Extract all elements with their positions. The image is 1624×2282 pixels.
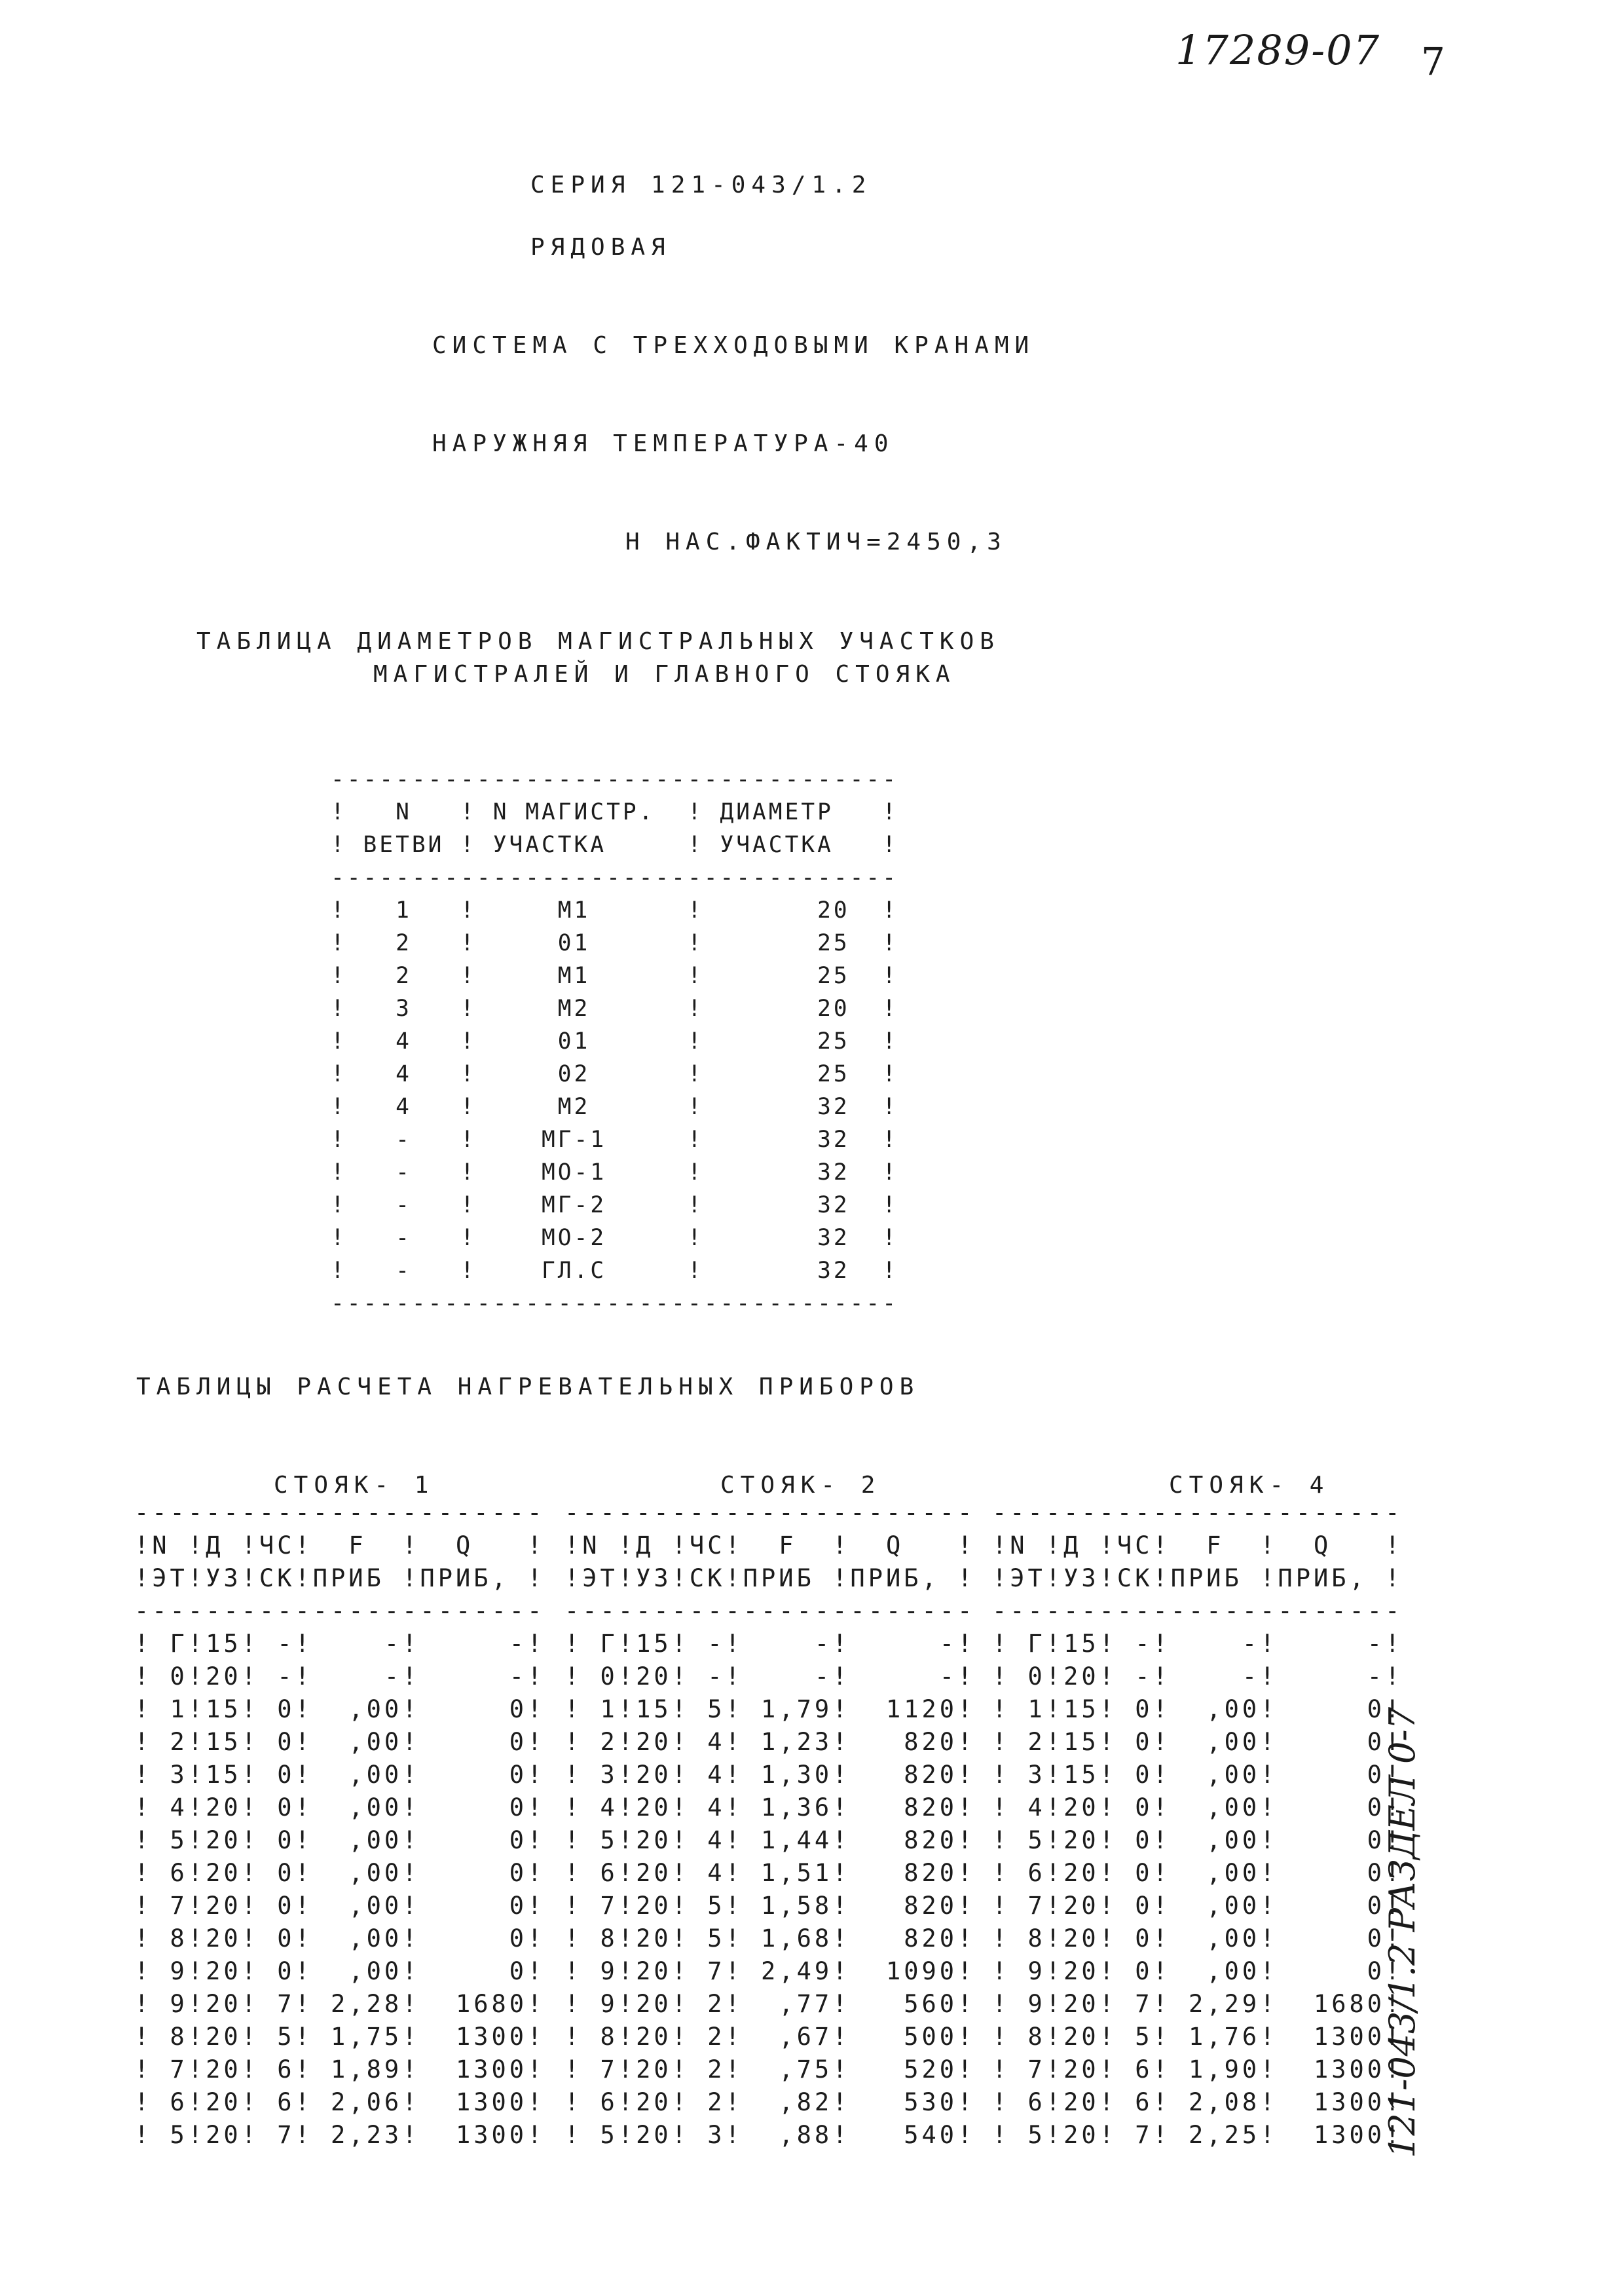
- table-row: ! 9!20! 2! ,77! 560!: [564, 1990, 976, 2018]
- table-header-row: !ЭТ!УЗ!СК!ПРИБ !ПРИБ, !: [564, 1564, 976, 1592]
- table-row: ! 2!20! 4! 1,23! 820!: [564, 1728, 976, 1756]
- table-row: ! 4!20! 0! ,00! 0!: [134, 1793, 545, 1822]
- table-row: ! 9!20! 7! 2,28! 1680!: [134, 1990, 545, 2018]
- table-row: ! 3!15! 0! ,00! 0!: [992, 1761, 1403, 1789]
- table-row: ! - ! МГ-1 ! 32 !: [331, 1127, 898, 1153]
- table-row: ! 5!20! 0! ,00! 0!: [992, 1826, 1403, 1854]
- table-row: ! 7!20! 6! 1,90! 1300!: [992, 2055, 1403, 2084]
- table-row: ! 1!15! 0! ,00! 0!: [992, 1695, 1403, 1723]
- table-row: ! 5!20! 0! ,00! 0!: [134, 1826, 545, 1854]
- table-header-row: !N !Д !ЧС! F ! Q !: [564, 1531, 976, 1560]
- riser-2-title: СТОЯК- 2: [720, 1472, 881, 1499]
- table-row: ! 1!15! 0! ,00! 0!: [134, 1695, 545, 1723]
- table-header-row: !N !Д !ЧС! F ! Q !: [992, 1531, 1403, 1560]
- table-row: ! 0!20! -! -! -!: [564, 1662, 976, 1691]
- table-row: ! 7!20! 0! ,00! 0!: [992, 1892, 1403, 1920]
- table-row: ! Г!15! -! -! -!: [134, 1630, 545, 1658]
- table-row: ! 7!20! 6! 1,89! 1300!: [134, 2055, 545, 2084]
- table-rule: -----------------------------------: [331, 766, 898, 793]
- table-row: ! 8!20! 5! 1,68! 820!: [564, 1924, 976, 1953]
- table-rule: -----------------------: [134, 1499, 545, 1527]
- table-row: ! 8!20! 0! ,00! 0!: [992, 1924, 1403, 1953]
- table-row: ! - ! МО-1 ! 32 !: [331, 1159, 898, 1186]
- table-row: ! 2 ! М1 ! 25 !: [331, 963, 898, 989]
- table-row: ! 6!20! 0! ,00! 0!: [992, 1859, 1403, 1887]
- table-row: ! 2!15! 0! ,00! 0!: [992, 1728, 1403, 1756]
- row-type-heading: РЯДОВАЯ: [530, 234, 671, 261]
- table-row: ! 8!20! 5! 1,76! 1300!: [992, 2023, 1403, 2051]
- table-rule: -----------------------------------: [331, 1290, 898, 1317]
- table-rule: -----------------------: [564, 1597, 976, 1625]
- table-row: ! 1 ! М1 ! 20 !: [331, 897, 898, 924]
- diameter-table-title: ТАБЛИЦА ДИАМЕТРОВ МАГИСТРАЛЬНЫХ УЧАСТКОВ: [196, 628, 1000, 655]
- table-row: ! 9!20! 0! ,00! 0!: [992, 1957, 1403, 1985]
- table-row: ! 5!20! 7! 2,23! 1300!: [134, 2121, 545, 2149]
- table-rule: -----------------------------------: [331, 865, 898, 891]
- table-header-row: !ЭТ!УЗ!СК!ПРИБ !ПРИБ, !: [134, 1564, 545, 1592]
- table-row: ! 3 ! М2 ! 20 !: [331, 996, 898, 1022]
- table-header-row: !ЭТ!УЗ!СК!ПРИБ !ПРИБ, !: [992, 1564, 1403, 1592]
- table-rule: -----------------------: [564, 1499, 976, 1527]
- table-row: ! 9!20! 7! 2,49! 1090!: [564, 1957, 976, 1985]
- table-row: ! 2 ! 01 ! 25 !: [331, 930, 898, 956]
- table-row: ! 5!20! 4! 1,44! 820!: [564, 1826, 976, 1854]
- table-row: ! 6!20! 0! ,00! 0!: [134, 1859, 545, 1887]
- system-heading: СИСТЕМА С ТРЕХХОДОВЫМИ КРАНАМИ: [432, 332, 1035, 359]
- table-row: ! 0!20! -! -! -!: [992, 1662, 1403, 1691]
- table-row: ! 6!20! 2! ,82! 530!: [564, 2088, 976, 2116]
- riser-4-table: [992, 1497, 1403, 2152]
- table-row: ! 8!20! 2! ,67! 500!: [564, 2023, 976, 2051]
- table-row: ! - ! МО-2 ! 32 !: [331, 1225, 898, 1251]
- table-row: ! 9!20! 7! 2,29! 1680!: [992, 1990, 1403, 2018]
- table-header-row: !N !Д !ЧС! F ! Q !: [134, 1531, 545, 1560]
- outdoor-temp-heading: НАРУЖНЯЯ ТЕМПЕРАТУРА-40: [432, 430, 895, 457]
- table-row: ! 4!20! 4! 1,36! 820!: [564, 1793, 976, 1822]
- table-row: ! 3!15! 0! ,00! 0!: [134, 1761, 545, 1789]
- table-row: ! 8!20! 5! 1,75! 1300!: [134, 2023, 545, 2051]
- table-rule: -----------------------: [134, 1597, 545, 1625]
- table-row: ! 1!15! 5! 1,79! 1120!: [564, 1695, 976, 1723]
- table-row: ! 4 ! 01 ! 25 !: [331, 1028, 898, 1055]
- table-row: ! Г!15! -! -! -!: [564, 1630, 976, 1658]
- table-header-row: ! ВЕТВИ ! УЧАСТКА ! УЧАСТКА !: [331, 832, 898, 858]
- riser-2-table: [564, 1497, 975, 2152]
- riser-4-title: СТОЯК- 4: [1169, 1472, 1330, 1499]
- table-row: ! 3!20! 4! 1,30! 820!: [564, 1761, 976, 1789]
- table-row: ! 6!20! 6! 2,06! 1300!: [134, 2088, 545, 2116]
- riser-1-title: СТОЯК- 1: [274, 1472, 435, 1499]
- riser-1-table: [134, 1497, 545, 2152]
- table-row: ! - ! ГЛ.С ! 32 !: [331, 1258, 898, 1284]
- table-row: ! 9!20! 0! ,00! 0!: [134, 1957, 545, 1985]
- table-row: ! 7!20! 0! ,00! 0!: [134, 1892, 545, 1920]
- table-row: ! 5!20! 3! ,88! 540!: [564, 2121, 976, 2149]
- table-header-row: ! N ! N МАГИСТР. ! ДИАМЕТР !: [331, 799, 898, 825]
- table-row: ! 7!20! 2! ,75! 520!: [564, 2055, 976, 2084]
- table-row: ! 8!20! 0! ,00! 0!: [134, 1924, 545, 1953]
- table-row: ! 4 ! 02 ! 25 !: [331, 1061, 898, 1087]
- table-row: ! 4 ! М2 ! 32 !: [331, 1094, 898, 1120]
- table-rule: -----------------------: [992, 1597, 1403, 1625]
- table-row: ! 4!20! 0! ,00! 0!: [992, 1793, 1403, 1822]
- table-row: ! Г!15! -! -! -!: [992, 1630, 1403, 1658]
- handwritten-page-number: 7: [1421, 39, 1445, 84]
- table-row: ! 6!20! 4! 1,51! 820!: [564, 1859, 976, 1887]
- table-row: ! 7!20! 5! 1,58! 820!: [564, 1892, 976, 1920]
- table-row: ! 0!20! -! -! -!: [134, 1662, 545, 1691]
- handwritten-document-number: 17289-07: [1175, 26, 1381, 74]
- table-row: ! 2!15! 0! ,00! 0!: [134, 1728, 545, 1756]
- table-row: ! 6!20! 6! 2,08! 1300!: [992, 2088, 1403, 2116]
- handwritten-section-stamp: 121-043/1.2 РАЗДЕЛ 0-7: [1382, 1706, 1423, 2158]
- series-heading: СЕРИЯ 121-043/1.2: [530, 172, 872, 198]
- table-rule: -----------------------: [992, 1499, 1403, 1527]
- heater-tables-title: ТАБЛИЦЫ РАСЧЕТА НАГРЕВАТЕЛЬНЫХ ПРИБОРОВ: [136, 1374, 920, 1400]
- table-row: ! 5!20! 7! 2,25! 1300!: [992, 2121, 1403, 2149]
- pressure-heading: Н НАС.ФАКТИЧ=2450,3: [625, 529, 1007, 555]
- diameter-table-subtitle: МАГИСТРАЛЕЙ И ГЛАВНОГО СТОЯКА: [373, 661, 956, 688]
- table-row: ! - ! МГ-2 ! 32 !: [331, 1192, 898, 1218]
- diameter-table: [331, 763, 898, 1320]
